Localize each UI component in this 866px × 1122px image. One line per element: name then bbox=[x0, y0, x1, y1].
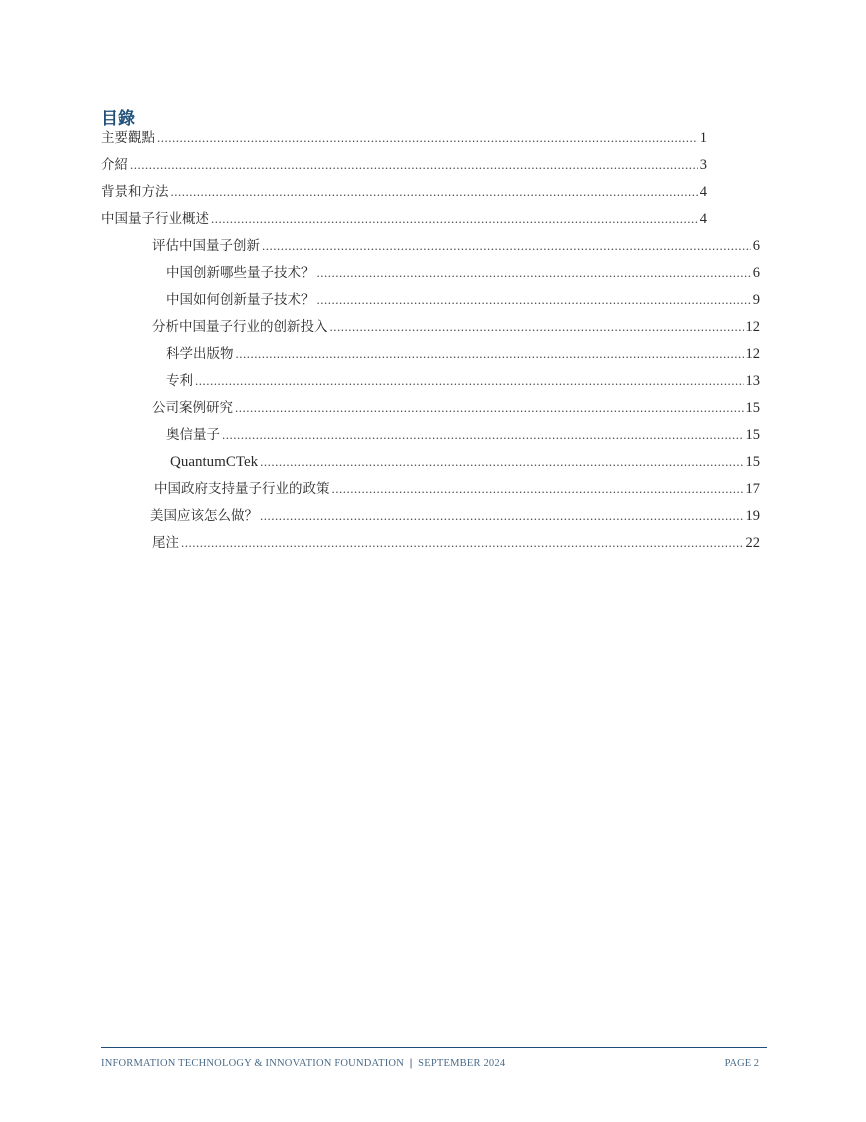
footer-divider bbox=[101, 1047, 767, 1048]
toc-entry-publications[interactable] bbox=[166, 344, 760, 364]
footer-organization: INFORMATION TECHNOLOGY & INNOVATION FOUNDATION bbox=[101, 1058, 404, 1069]
toc-entry-page: 4 bbox=[699, 211, 707, 227]
toc-entry-case-studies[interactable] bbox=[152, 398, 760, 418]
dot-leader bbox=[157, 128, 698, 148]
toc-entry-page: 15 bbox=[745, 400, 760, 416]
footer-separator: | bbox=[409, 1058, 413, 1069]
toc-entry-label: 背景和方法 bbox=[101, 184, 169, 200]
toc-entry-introduction[interactable] bbox=[101, 155, 707, 175]
toc-entry-background-methods[interactable] bbox=[101, 182, 707, 202]
dot-leader bbox=[195, 371, 744, 391]
toc-entry-label: 中国政府支持量子行业的政策 bbox=[154, 481, 330, 497]
dot-leader bbox=[332, 479, 744, 499]
toc-entry-government-policy[interactable] bbox=[154, 479, 760, 499]
toc-entry-innovation-inputs[interactable] bbox=[152, 317, 760, 337]
toc-entry-label: 奥信量子 bbox=[166, 427, 220, 443]
dot-leader bbox=[211, 209, 698, 229]
footer-page-number: PAGE 2 bbox=[724, 1058, 759, 1069]
dot-leader bbox=[236, 344, 744, 364]
toc-entry-page: 4 bbox=[699, 184, 707, 200]
toc-entry-endnotes[interactable] bbox=[152, 533, 760, 553]
toc-entry-label: 介紹 bbox=[101, 157, 128, 173]
toc-entry-label: 分析中国量子行业的创新投入 bbox=[152, 319, 328, 335]
toc-entry-key-points[interactable] bbox=[101, 128, 707, 148]
dot-leader bbox=[262, 236, 751, 256]
toc-entry-page: 12 bbox=[745, 319, 760, 335]
toc-entry-aoxin-quantum[interactable] bbox=[166, 425, 760, 445]
toc-entry-label: 中国如何创新量子技术？ bbox=[166, 292, 315, 308]
toc-entry-page: 17 bbox=[745, 481, 760, 497]
dot-leader bbox=[260, 506, 744, 526]
toc-entry-page: 3 bbox=[699, 157, 707, 173]
toc-entry-label: 科学出版物 bbox=[166, 346, 234, 362]
toc-entry-which-technologies[interactable] bbox=[166, 263, 760, 283]
toc-entry-page: 15 bbox=[745, 454, 760, 470]
dot-leader bbox=[317, 290, 751, 310]
toc-entry-label: 美国应该怎么做？ bbox=[150, 508, 258, 524]
toc-entry-patents[interactable] bbox=[166, 371, 760, 391]
toc-entry-how-innovate[interactable] bbox=[166, 290, 760, 310]
dot-leader bbox=[235, 398, 744, 418]
toc-entry-label: 专利 bbox=[166, 373, 193, 389]
toc-entry-page: 6 bbox=[752, 238, 760, 254]
toc-entry-page: 1 bbox=[699, 130, 707, 146]
dot-leader bbox=[130, 155, 698, 175]
toc-title: 目錄 bbox=[101, 109, 135, 129]
dot-leader bbox=[222, 425, 744, 445]
dot-leader bbox=[171, 182, 698, 202]
toc-entry-label: QuantumCTek bbox=[170, 454, 259, 470]
toc-entry-industry-overview[interactable] bbox=[101, 209, 707, 229]
toc-entry-label: 评估中国量子创新 bbox=[152, 238, 260, 254]
toc-entry-page: 22 bbox=[745, 535, 760, 551]
toc-entry-page: 6 bbox=[752, 265, 760, 281]
toc-entry-page: 13 bbox=[745, 373, 760, 389]
dot-leader bbox=[330, 317, 744, 337]
toc-entry-page: 12 bbox=[745, 346, 760, 362]
toc-entry-label: 中国量子行业概述 bbox=[101, 211, 209, 227]
toc-entry-label: 公司案例研究 bbox=[152, 400, 233, 416]
toc-entry-page: 15 bbox=[745, 427, 760, 443]
dot-leader bbox=[260, 452, 743, 472]
toc-entry-what-us-should-do[interactable] bbox=[150, 506, 760, 526]
toc-entry-assessing-innovation[interactable] bbox=[152, 236, 760, 256]
toc-entry-label: 中国创新哪些量子技术？ bbox=[166, 265, 315, 281]
toc-entry-quantumctek[interactable] bbox=[170, 452, 760, 472]
toc-entry-label: 尾注 bbox=[152, 535, 179, 551]
footer-date: SEPTEMBER 2024 bbox=[418, 1058, 506, 1069]
toc-entry-page: 9 bbox=[752, 292, 760, 308]
footer-source bbox=[101, 1058, 505, 1069]
dot-leader bbox=[181, 533, 744, 553]
toc-entry-label: 主要觀點 bbox=[101, 130, 155, 146]
dot-leader bbox=[317, 263, 751, 283]
toc-entry-page: 19 bbox=[745, 508, 760, 524]
